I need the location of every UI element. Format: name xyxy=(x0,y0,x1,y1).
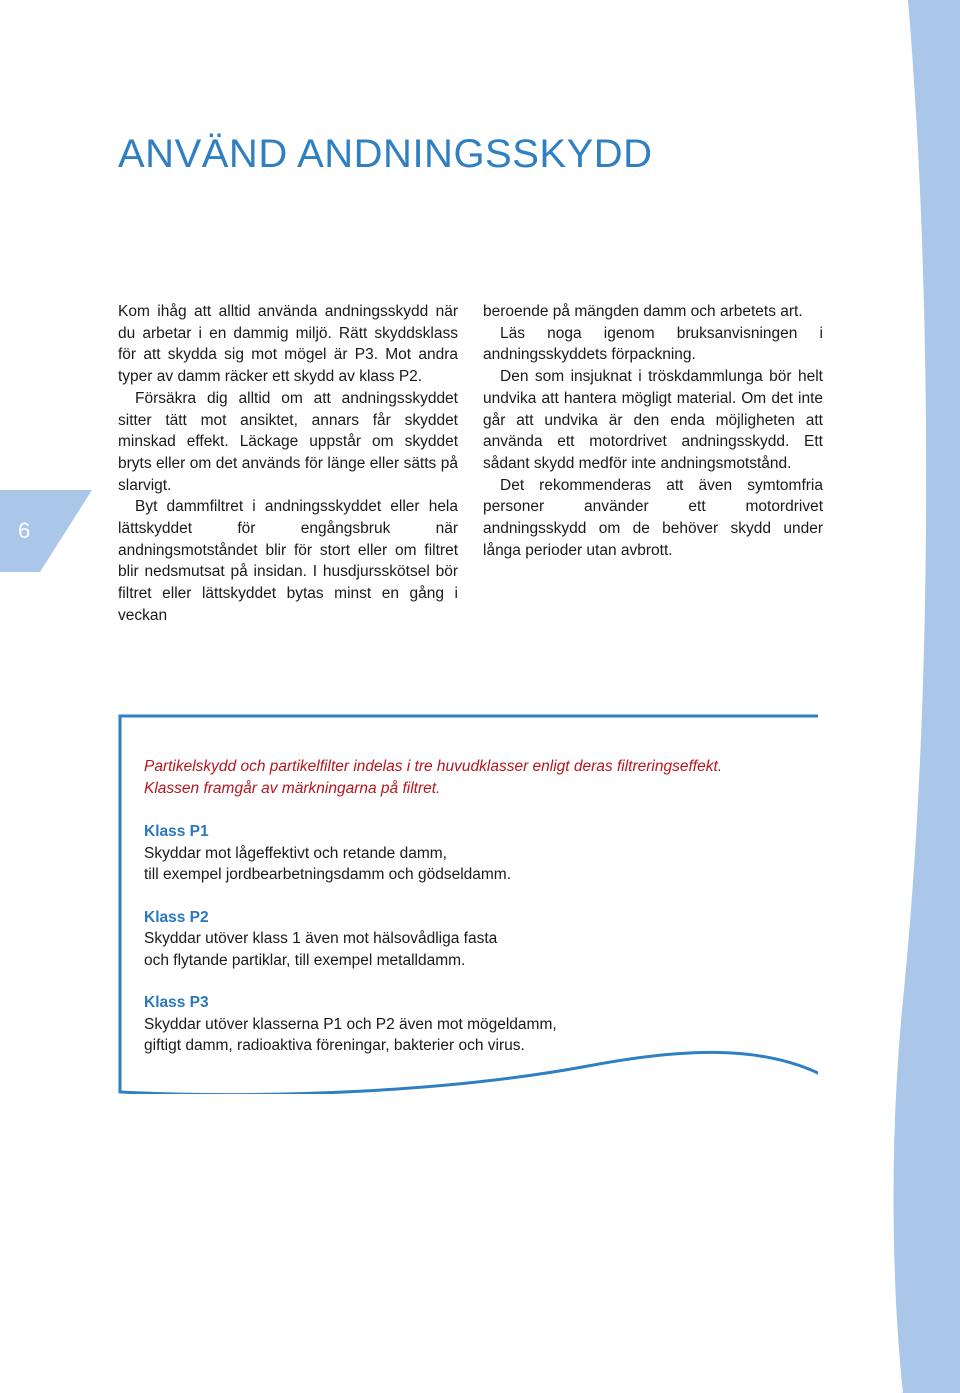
info-box-intro xyxy=(144,756,804,799)
class-title: Klass P2 xyxy=(144,908,209,926)
paragraph: Försäkra dig alltid om att andningsskyddet sitter tätt mot ansiktet, annars får skyddet minskad effekt. Läckage uppstår om skyddet bryts eller om det används för länge eller sätts på slarvigt. xyxy=(118,389,458,494)
class-description-line: till exempel jordbearbetningsdamm och gödseldamm. xyxy=(144,866,512,883)
class-p2 xyxy=(144,907,804,972)
paragraph: Kom ihåg att alltid använda andningsskydd när du arbetar i en dammig miljö. Rätt skyddsklass för att skydda sig mot mögel är P3. Mot andra typer av damm räcker ett skydd av klass P2. xyxy=(118,303,458,386)
intro-line: Partikelskydd och partikelfilter indelas i tre huvudklasser enligt deras filtreringseffekt. xyxy=(144,758,723,775)
paragraph: beroende på mängden damm och arbetets art. xyxy=(483,303,803,320)
paragraph: Det rekommenderas att även symtomfria personer använder ett motordrivet andningsskydd om de behöver skydd under långa perioder utan avbrott. xyxy=(483,476,823,559)
paragraph: Byt dammfiltret i andningsskyddet eller hela lättskyddet för engångsbruk när andningsmotståndet blir för stort eller om filtret blir nedsmutsat på insidan. I husdjursskötsel bör filtret eller lättskyddet bytas minst en gång i veckan xyxy=(118,498,458,624)
class-p1 xyxy=(144,821,804,886)
body-column-left xyxy=(118,301,458,627)
class-p3 xyxy=(144,992,804,1057)
intro-line: Klassen framgår av märkningarna på filtret. xyxy=(144,779,441,797)
page-tab xyxy=(0,490,92,572)
page-number: 6 xyxy=(18,518,31,543)
paragraph: Den som insjuknat i tröskdammlunga bör helt undvika att hantera mögligt material. Om det inte går att undvika är den enda möjligheten att använda ett motordrivet andningsskydd. Ett sådant skydd medför inte andningsmotstånd. xyxy=(483,368,823,472)
class-description-line: giftigt damm, radioaktiva föreningar, bakterier och virus. xyxy=(144,1037,525,1054)
body-column-right xyxy=(483,301,823,561)
info-box-content xyxy=(144,756,804,1078)
page-title: ANVÄND ANDNINGSSKYDD xyxy=(118,132,653,176)
class-title: Klass P1 xyxy=(144,823,209,840)
class-title: Klass P3 xyxy=(144,994,209,1011)
class-description-line: Skyddar utöver klass 1 även mot hälsovådliga fasta xyxy=(144,930,498,947)
paragraph: Läs noga igenom bruksanvisningen i andningsskyddets förpackning. xyxy=(483,324,823,364)
class-description-line: och flytande partiklar, till exempel metalldamm. xyxy=(144,951,466,969)
class-description-line: Skyddar utöver klasserna P1 och P2 även mot mögeldamm, xyxy=(144,1015,557,1033)
filter-class-info-box xyxy=(118,714,818,1094)
class-description-line: Skyddar mot lågeffektivt och retande damm, xyxy=(144,844,447,862)
